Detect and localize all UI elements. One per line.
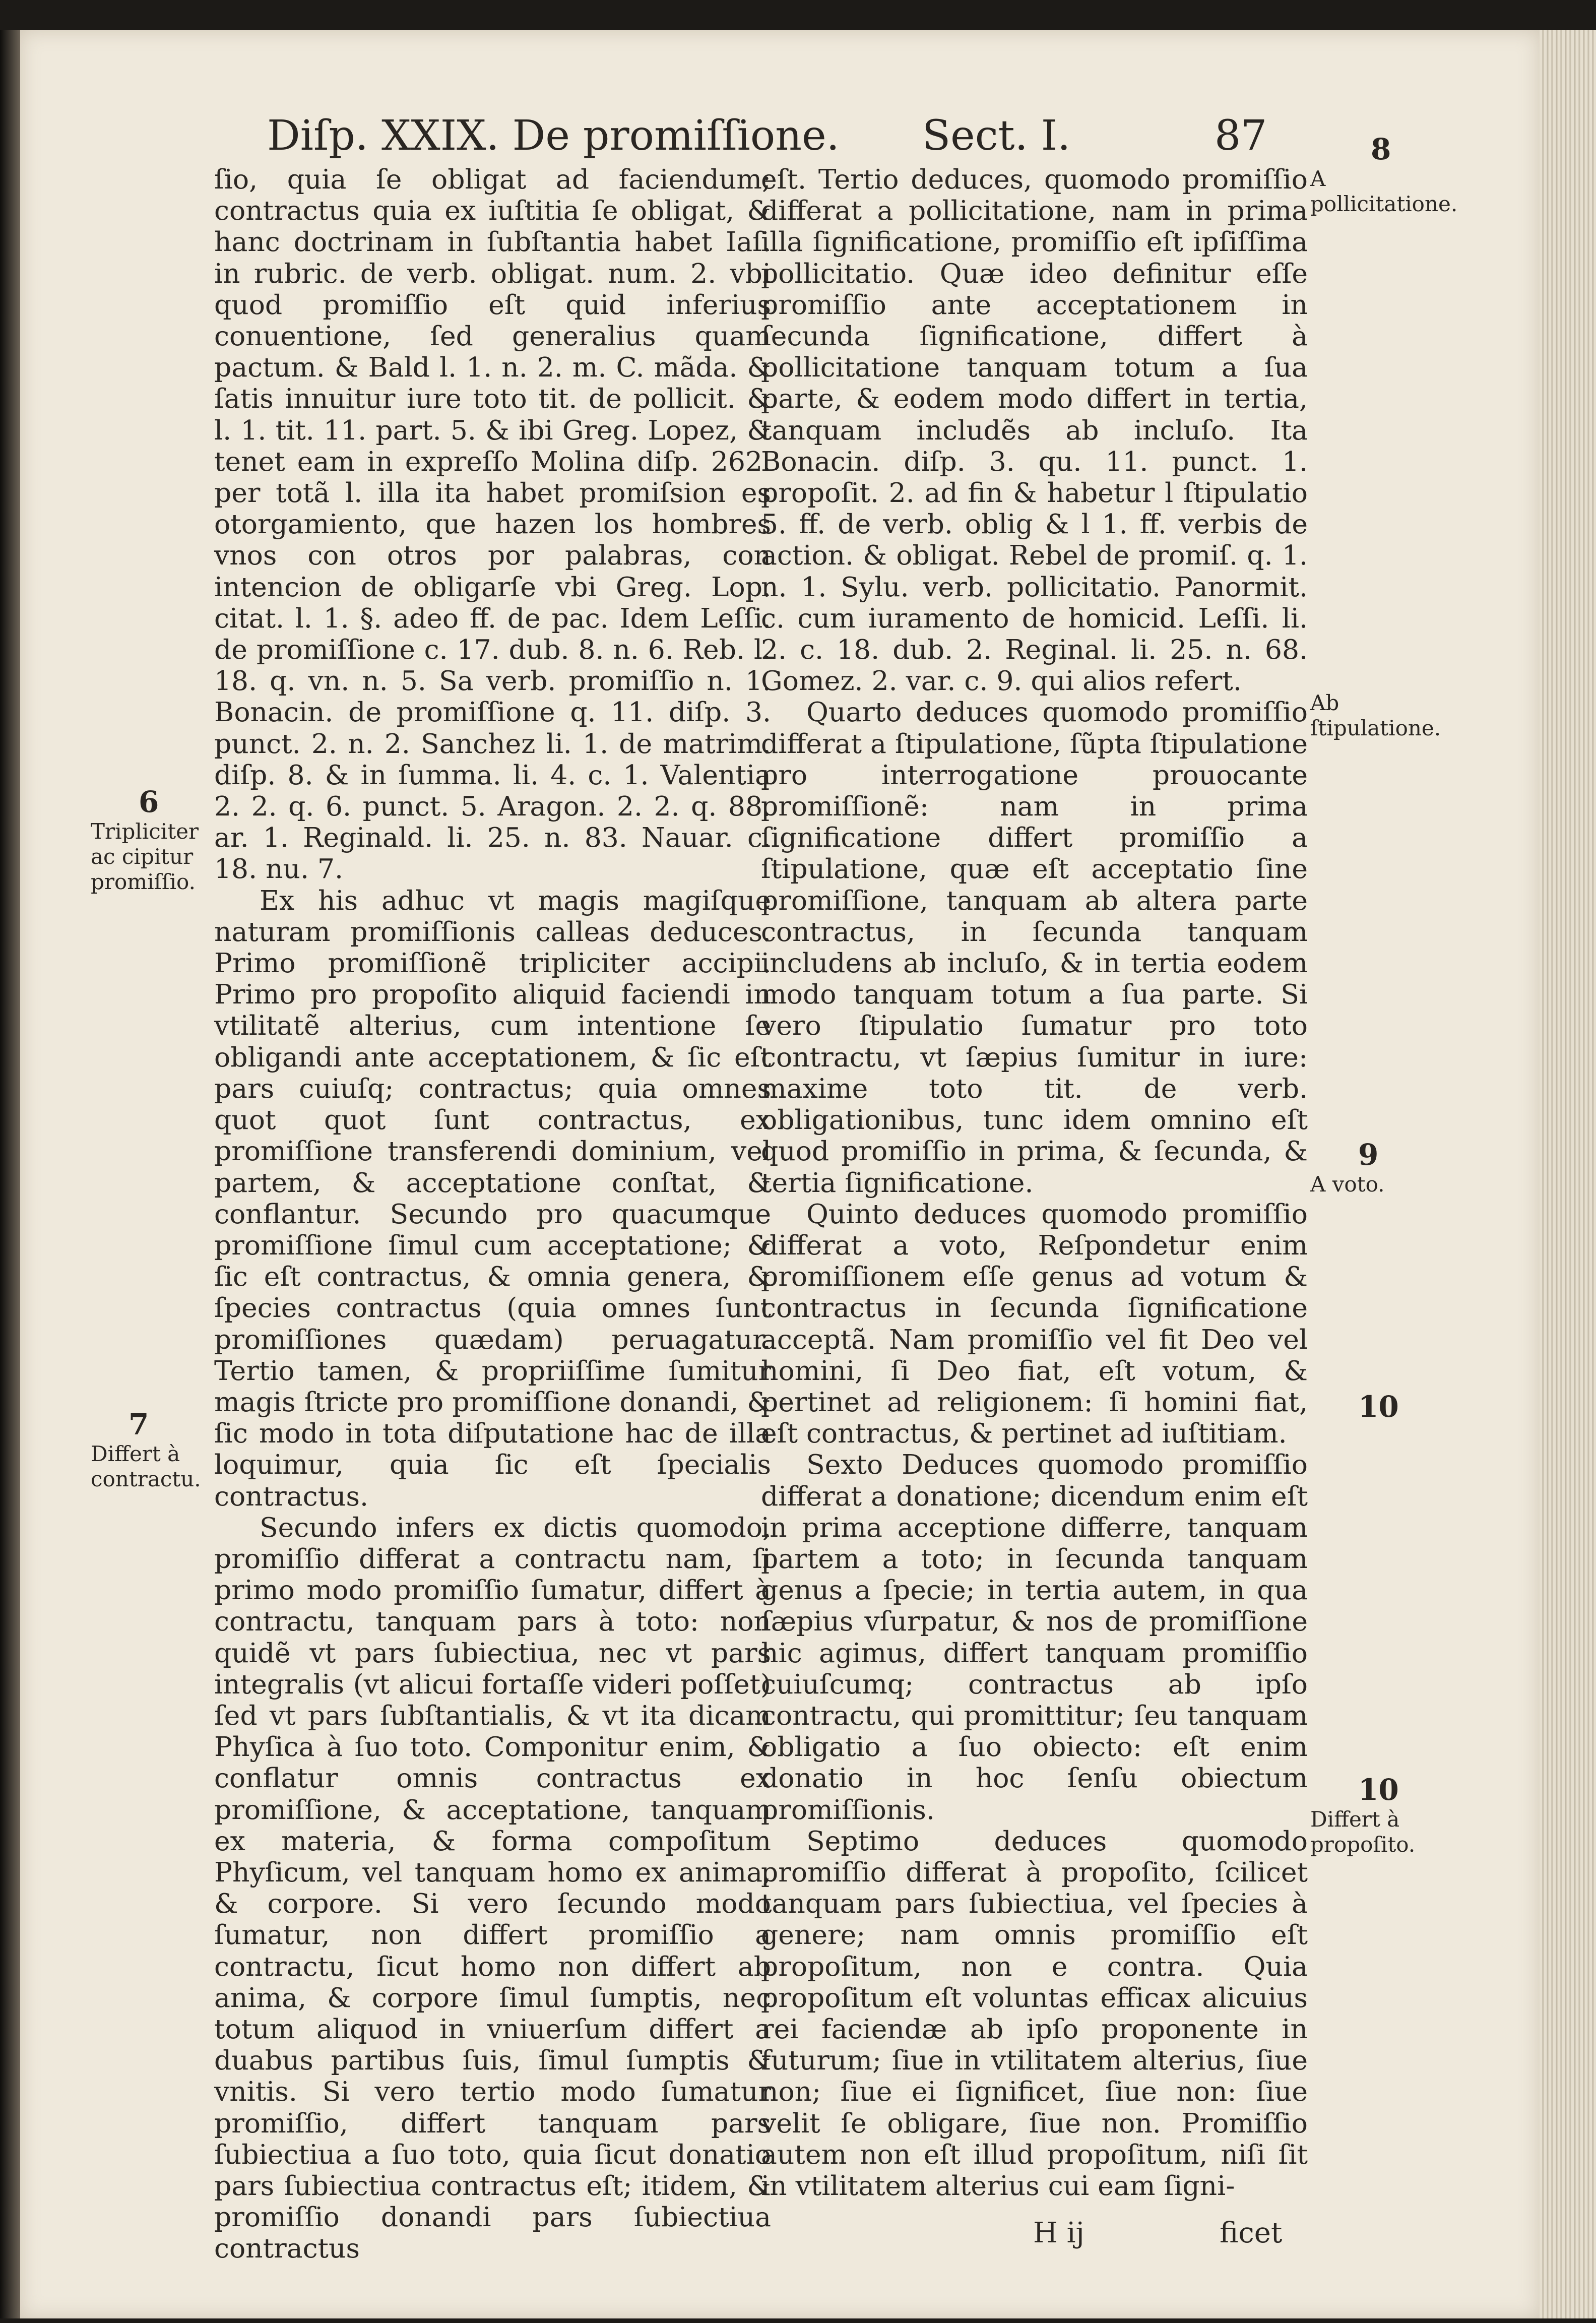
running-title: Diſp. XXIX. De promiſſione. bbox=[267, 112, 840, 160]
paragraph: Quarto deduces quomodo promiſſio differat a ſtipulatione, ſũpta ſtipulatione pro interrogatione prouocante promiſſionẽ: nam in prima ſignificatione differt promiſſio a ſtipulatione, quæ eſt acceptatio ſine promiſſione, tanquam ab altera parte contractus, in ſecunda tanquam includens ab incluſo, & in tertia eodem modo tanquam totum a ſua parte. Si vero ſtipulatio ſumatur pro toto contractu, vt ſæpius ſumitur in iure: maxime toto tit. de verb. obligationibus, tunc idem omnino eſt quod promiſſio in prima, & ſecunda, & tertia ſignificatione. bbox=[761, 696, 1308, 1199]
paragraph: ſio, quia ſe obligat ad faciendum; contractus quia ex iuſtitia ſe obligat, & hanc doctrinam in ſubſtantia habet Iaſ. in rubric. de verb. obligat. num. 2. vbi quod promiſſio eſt quid inferius conuentione, ſed generalius quam pactum. & Bald l. 1. n. 2. m. C. mãda. & ſatis innuitur iure toto tit. de pollicit. & l. 1. tit. 11. part. 5. & ibi Greg. Lopez, & tenet eam in expreſſo Molina diſp. 262. per totã l. illa ita habet promiſsion es otorgamiento, que hazen los hombres vnos con otros por palabras, con intencion de obligarſe vbi Greg. Lop. citat. l. 1. §. adeo ff. de pac. Idem Leſſi. de promiſſione c. 17. dub. 8. n. 6. Reb. l. 18. q. vn. n. 5. Sa verb. promiſſio n. 1. Bonacin. de promiſſione q. 11. diſp. 3. punct. 2. n. 2. Sanchez li. 1. de matrim. diſp. 8. & in ſumma. li. 4. c. 1. Valentia 2. 2. q. 6. punct. 5. Aragon. 2. 2. q. 88. ar. 1. Reginald. li. 25. n. 83. Nauar. c. 18. nu. 7. bbox=[214, 163, 771, 885]
paragraph: Septimo deduces quomodo promiſſio differat à propoſito, ſcilicet tanquam pars ſubiectiua, vel ſpecies à genere; nam omnis promiſſio eſt propoſitum, non e contra. Quia propoſitum eſt voluntas efficax alicuius rei faciendæ ab ipſo proponente in futurum; ſiue in vtilitatem alterius, ſiue non; ſiue ei ſignificet, ſiue non: ſiue velit ſe obligare, ſiue non. Promiſſio autem non eſt illud propoſitum, niſi ſit in vtilitatem alterius cui eam ſigni- bbox=[761, 1825, 1308, 2202]
section-label: Sect. I. bbox=[922, 112, 1071, 160]
paragraph: Ex his adhuc vt magis magiſque naturam promiſſionis calleas deduces. Primo promiſſionẽ tripliciter accipi. Primo pro propoſito aliquid faciendi in vtilitatẽ alterius, cum intentione ſe obligandi ante acceptationem, & ſic eſt pars cuiuſq; contractus; quia omnes quot quot ſunt contractus, ex promiſſione transferendi dominium, vel partem, & acceptatione conſtat, & conflantur. Secundo pro quacumque promiſſione ſimul cum acceptatione; & ſic eſt contractus, & omnia genera, & ſpecies contractus (quia omnes ſunt promiſſiones quædam) peruagatur. Tertio tamen, & propriiſſime ſumitur magis ſtricte pro promiſſione donandi, & ſic modo in tota diſputatione hac de illa loquimur, quia ſic eſt ſpecialis contractus. bbox=[214, 884, 771, 1512]
margin-note: Differt à propoſito. bbox=[1310, 1807, 1416, 1857]
paragraph: eſt. Tertio deduces, quomodo promiſſio differat a pollicitatione, nam in prima illa ſignificatione, promiſſio eſt ipſiſſima pollicitatio. Quæ ideo definitur eſſe promiſſio ante acceptationem in ſecunda ſignificatione, differt à pollicitatione tanquam totum a ſua parte, & eodem modo differt in tertia, tanquam includẽs ab incluſo. Ita Bonacin. diſp. 3. qu. 11. punct. 1. propoſit. 2. ad fin & habetur l ſtipulatio 5. ff. de verb. oblig & l 1. ff. verbis de action. & obligat. Rebel de promiſ. q. 1. n. 1. Sylu. verb. pollicitatio. Panormit. c. cum iuramento de homicid. Leſſi. li. 2. c. 18. dub. 2. Reginal. li. 25. n. 68. Gomez. 2. var. c. 9. qui alios refert. bbox=[761, 163, 1308, 697]
margin-note: Tripliciter ac cipitur promiſſio. bbox=[91, 819, 199, 894]
right-text-column bbox=[761, 164, 1308, 2202]
paragraph: Secundo infers ex dictis quomodo, promiſſio differat a contractu nam, ſi primo modo promiſſio ſumatur, differt à contractu, tanquam pars à toto: non quidẽ vt pars ſubiectiua, nec vt pars integralis (vt alicui fortaſſe videri poſſet) ſed vt pars ſubſtantialis, & vt ita dicam Phyſica à ſuo toto. Componitur enim, & conflatur omnis contractus ex promiſſione, & acceptatione, tanquam ex materia, & forma compoſitum Phyſicum, vel tanquam homo ex anima, & corpore. Si vero ſecundo modo ſumatur, non differt promiſſio a contractu, ſicut homo non differt ab anima, & corpore ſimul ſumptis, nec totum aliquod in vniuerſum differt a duabus partibus ſuis, ſimul ſumptis & vnitis. Si vero tertio modo ſumatur promiſſio, differt tanquam pars ſubiectiua a ſuo toto, quia ſicut donatio pars ſubiectiua contractus eſt; itidem, & promiſſio donandi pars ſubiectiua contractus bbox=[214, 1511, 771, 2265]
page-number: 87 bbox=[1215, 112, 1267, 160]
catchword: ficet bbox=[1220, 2217, 1283, 2249]
margin-note: Differt à contractu. bbox=[91, 1441, 201, 1491]
book-page bbox=[20, 30, 1540, 2318]
margin-number: 10 bbox=[1358, 1390, 1399, 1424]
margin-number: 8 bbox=[1371, 132, 1391, 166]
page-edges bbox=[1540, 30, 1596, 2318]
margin-note: A pollicitatione. bbox=[1310, 166, 1458, 216]
margin-number: 7 bbox=[129, 1407, 149, 1441]
signature-mark: H ij bbox=[1033, 2217, 1084, 2249]
margin-number: 9 bbox=[1358, 1138, 1379, 1172]
margin-number: 10 bbox=[1358, 1773, 1399, 1807]
margin-note: A voto. bbox=[1310, 1172, 1385, 1197]
margin-note: Ab ſtipulatione. bbox=[1310, 690, 1441, 740]
left-text-column bbox=[214, 164, 771, 2265]
paragraph: Quinto deduces quomodo promiſſio differat a voto, Reſpondetur enim promiſſionem eſſe genus ad votum & contractus in ſecunda ſignificatione acceptã. Nam promiſſio vel fit Deo vel homini, ſi Deo fiat, eſt votum, & pertinet ad religionem: ſi homini fiat, eſt contractus, & pertinet ad iuſtitiam. bbox=[761, 1198, 1308, 1450]
margin-number: 6 bbox=[139, 785, 159, 819]
book-spine bbox=[0, 30, 20, 2318]
paragraph: Sexto Deduces quomodo promiſſio differat a donatione; dicendum enim eſt in prima acceptione differre, tanquam partem a toto; in ſecunda tanquam genus a ſpecie; in tertia autem, in qua ſæpius vſurpatur, & nos de promiſſione hic agimus, differt tanquam promiſſio cuiuſcumq; contractus ab ipſo contractu, qui promittitur; ſeu tanquam obligatio a ſuo obiecto: eſt enim donatio in hoc ſenſu obiectum promiſſionis. bbox=[761, 1449, 1308, 1826]
